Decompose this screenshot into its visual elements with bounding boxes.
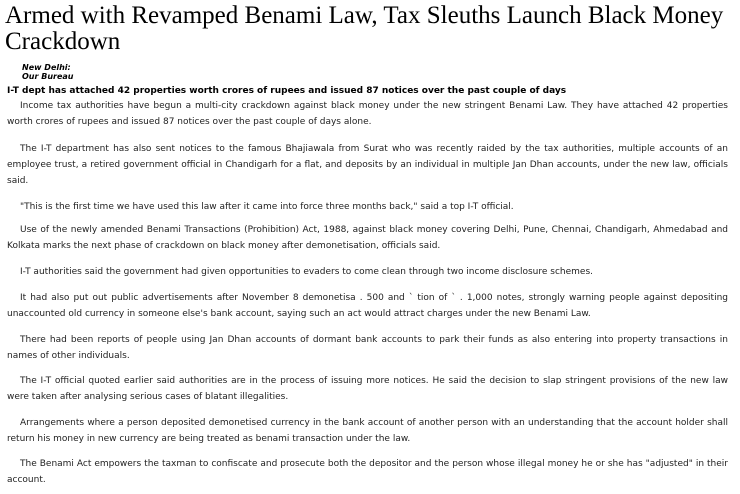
article-headline: Armed with Revamped Benami Law, Tax Sleuths Launch Black Money Crackdown [5,2,724,55]
article-paragraph: The I-T official quoted earlier said authorities are in the process of issuing more notices. He said the decision to slap stringent provisions of the new law were taken after analysing serious cases of blatant illegalities. [7,376,728,402]
article-paragraph: The I-T department has also sent notices to the famous Bhajiawala from Surat who was recently raided by the tax authorities, multiple accounts of an employee trust, a retired government official in Chandigarh for a flat, and deposits by an individual in multiple Jan Dhan accounts, under the new law, officials said. [7,144,728,186]
article-paragraph: I-T authorities said the government had given opportunities to evaders to come clean through two income disclosure schemes. [20,267,594,277]
article-paragraph: Income tax authorities have begun a multi-city crackdown against black money under the new stringent Benami Law. They have attached 42 properties worth crores of rupees and issued 87 notices over the past couple of days alone. [7,101,728,127]
article-paragraph: It had also put out public advertisements after November 8 demonetisa . 500 and ` tion of ` . 1,000 notes, strongly warning people against depositing unaccounted old currency in someone else's bank account, saying such an act would attract charges under the new Benami Law. [7,293,728,319]
article-paragraph: Use of the newly amended Benami Transactions (Prohibition) Act, 1988, against black money covering Delhi, Pune, Chennai, Chandigarh, Ahmedabad and Kolkata marks the next phase of crackdown on black money after demonetisation, officials said. [7,225,728,251]
dateline-source: Our Bureau [22,72,74,81]
article-subhead: I-T dept has attached 42 properties worth crores of rupees and issued 87 notices over the past couple of days [7,86,567,96]
article-paragraph: The Benami Act empowers the taxman to confiscate and prosecute both the depositor and the person whose illegal money he or she has "adjusted" in their account. [7,459,728,485]
article-paragraph: "This is the first time we have used this law after it came into force three months back," said a top I-T official. [20,202,514,212]
dateline-city: New Delhi: [22,63,71,72]
dateline [22,63,73,81]
article-paragraph: There had been reports of people using Jan Dhan accounts of dormant bank accounts to park their funds as also entering into property transactions in names of other individuals. [7,335,728,361]
article-paragraph: Arrangements where a person deposited demonetised currency in the bank account of another person with an understanding that the account holder shall return his money in new currency are being treated as benami transaction under the law. [7,418,728,444]
